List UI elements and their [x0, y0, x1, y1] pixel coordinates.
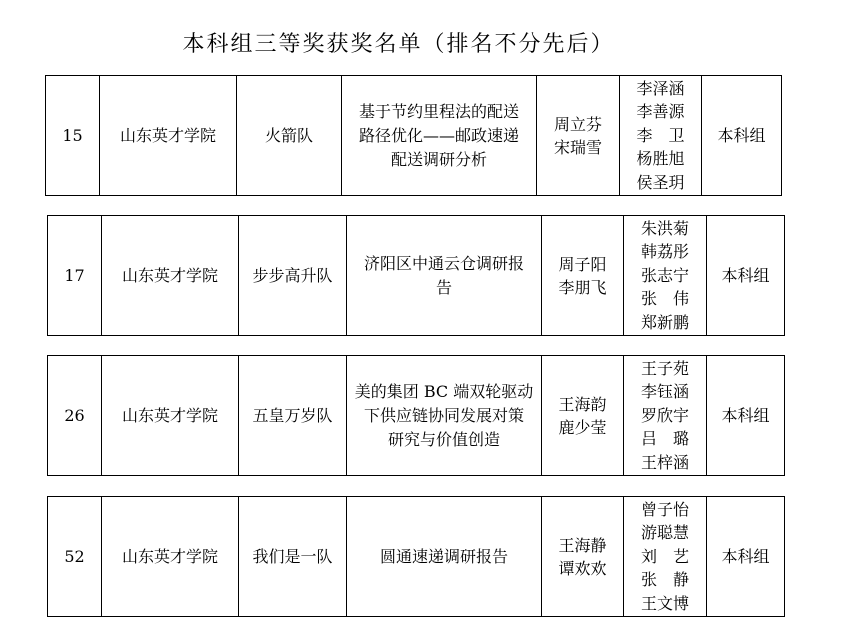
rank-number: 15 — [62, 125, 83, 145]
team-cell — [238, 497, 346, 616]
school-name: 山东英才学院 — [121, 265, 218, 285]
team-name: 我们是一队 — [252, 546, 333, 566]
category-cell — [706, 497, 784, 616]
member-cell — [623, 216, 706, 335]
school-name: 山东英才学院 — [121, 546, 218, 566]
advisor-name: 周立芬 — [553, 114, 602, 134]
category-label: 本科组 — [717, 125, 766, 145]
award-row-table — [47, 215, 785, 336]
category-cell — [701, 76, 781, 195]
advisor-cell — [541, 356, 623, 475]
team-name: 步步高升队 — [252, 265, 333, 285]
member-name: 曾子怡 — [640, 499, 689, 519]
advisor-name: 李朋飞 — [558, 277, 607, 297]
member-cell — [623, 497, 706, 616]
rank-number: 26 — [64, 405, 85, 425]
project-title-line: 济阳区中通云仓调研报 — [363, 253, 524, 273]
member-name: 杨胜旭 — [636, 149, 685, 169]
team-name: 火箭队 — [264, 125, 313, 145]
advisor-cell — [536, 76, 619, 195]
project-title-line: 路径优化——邮政速递 — [358, 125, 519, 145]
member-name: 韩荔彤 — [640, 242, 689, 262]
member-name: 罗欣宇 — [640, 405, 689, 425]
member-name: 王文博 — [640, 593, 689, 613]
category-label: 本科组 — [721, 265, 770, 285]
member-name: 张 静 — [640, 570, 689, 590]
member-name: 侯圣玥 — [636, 172, 685, 192]
project-title-line: 研究与价值创造 — [387, 429, 500, 449]
project-title-cell — [346, 216, 541, 335]
school-cell — [101, 216, 238, 335]
rank-cell — [48, 356, 101, 475]
member-name: 李泽涵 — [636, 78, 685, 98]
advisor-cell — [541, 216, 623, 335]
member-cell — [619, 76, 701, 195]
project-title-line: 基于节约里程法的配送 — [358, 101, 519, 121]
member-name: 王梓涵 — [640, 452, 689, 472]
advisor-name: 王海静 — [558, 535, 607, 555]
advisor-name: 谭欢欢 — [558, 558, 607, 578]
advisor-name: 宋瑞雪 — [553, 137, 602, 157]
page-title: 本科组三等奖获奖名单（排名不分先后） — [182, 32, 615, 57]
school-cell — [101, 356, 238, 475]
member-name: 张 伟 — [640, 289, 689, 309]
member-name: 李善源 — [636, 102, 685, 122]
member-name: 张志宁 — [640, 265, 689, 285]
member-name: 刘 艺 — [640, 546, 689, 566]
team-cell — [238, 216, 346, 335]
project-title-line: 圆通速递调研报告 — [379, 546, 508, 566]
team-cell — [236, 76, 341, 195]
project-title-line: 下供应链协同发展对策 — [363, 405, 524, 425]
category-cell — [706, 356, 784, 475]
project-title-cell — [346, 497, 541, 616]
member-name: 朱洪菊 — [640, 218, 689, 238]
award-row-table — [47, 496, 785, 617]
category-cell — [706, 216, 784, 335]
school-name: 山东英才学院 — [119, 125, 216, 145]
project-title-cell — [346, 356, 541, 475]
member-cell — [623, 356, 706, 475]
award-row-table — [47, 355, 785, 476]
member-name: 郑新鹏 — [640, 312, 689, 332]
team-name: 五皇万岁队 — [252, 405, 333, 425]
advisor-name: 王海韵 — [558, 394, 607, 414]
award-row-table — [45, 75, 782, 196]
project-title-line: 配送调研分析 — [390, 149, 487, 169]
advisor-name: 周子阳 — [558, 254, 607, 274]
category-label: 本科组 — [721, 405, 770, 425]
project-title-line: 美的集团 BC 端双轮驱动 — [354, 381, 534, 401]
rank-cell — [46, 76, 99, 195]
school-name: 山东英才学院 — [121, 405, 218, 425]
rank-cell — [48, 497, 101, 616]
rank-number: 52 — [64, 546, 85, 566]
team-cell — [238, 356, 346, 475]
member-name: 李 卫 — [636, 125, 685, 145]
school-cell — [99, 76, 236, 195]
member-name: 李钰涵 — [640, 382, 689, 402]
project-title-cell — [341, 76, 536, 195]
advisor-name: 鹿少莹 — [558, 417, 607, 437]
member-name: 王子苑 — [640, 358, 689, 378]
advisor-cell — [541, 497, 623, 616]
rank-number: 17 — [64, 265, 85, 285]
project-title-line: 告 — [435, 277, 452, 297]
member-name: 吕 璐 — [640, 429, 689, 449]
rank-cell — [48, 216, 101, 335]
category-label: 本科组 — [721, 546, 770, 566]
member-name: 游聪慧 — [640, 523, 689, 543]
school-cell — [101, 497, 238, 616]
